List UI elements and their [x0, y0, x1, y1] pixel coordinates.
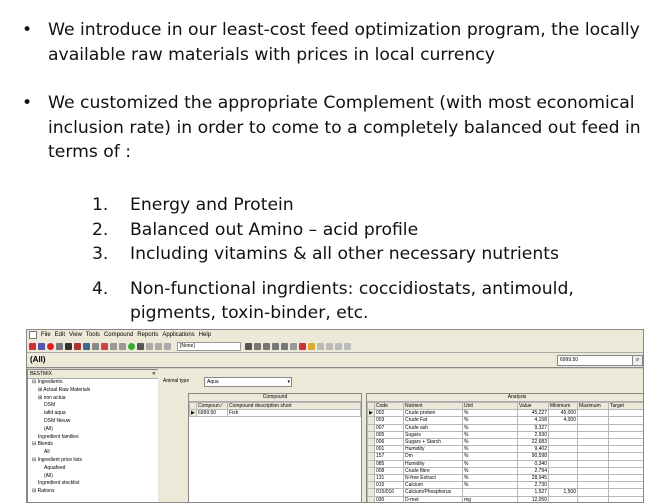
open-icon[interactable] [308, 343, 315, 350]
menu-tools[interactable]: Tools [85, 332, 100, 338]
tree-node[interactable]: Ingredient families [38, 433, 79, 440]
table-cell[interactable]: 9,402 [518, 446, 549, 453]
column-header[interactable]: Maximum [578, 403, 609, 410]
table-cell[interactable]: mg [463, 496, 518, 503]
table-cell[interactable]: N-free Extract [404, 475, 463, 482]
menu-view[interactable]: View [69, 332, 82, 338]
analysis-grid [366, 393, 644, 503]
table-cell[interactable]: Calcium [404, 482, 463, 489]
menu-compound[interactable]: Compound [103, 332, 134, 338]
row-indicator: ▶ [369, 410, 373, 417]
row-indicator [368, 482, 375, 489]
table-cell[interactable]: 007 [375, 424, 404, 431]
numbered-item [92, 242, 652, 267]
table-cell[interactable] [578, 460, 609, 467]
table-cell[interactable] [549, 467, 578, 474]
table-row[interactable] [368, 475, 645, 482]
table-cell[interactable]: % [463, 410, 518, 417]
close-icon[interactable]: ✕ [151, 371, 156, 377]
table-cell[interactable]: 9,327 [518, 424, 549, 431]
column-header[interactable]: Compoun ⁄ [197, 403, 228, 410]
copy-icon[interactable] [146, 343, 153, 350]
window-titlebar [27, 353, 643, 368]
export-icon[interactable] [281, 343, 288, 350]
table-cell[interactable] [578, 475, 609, 482]
analysis-table [367, 402, 644, 503]
table-cell[interactable] [609, 496, 645, 503]
row-indicator [368, 424, 375, 431]
bullet-dot: • [22, 93, 33, 113]
bullet-text: We introduce in our least-cost feed optimization program, the locally available raw materials with prices in local currency [48, 20, 640, 65]
grid-icon[interactable] [110, 343, 117, 350]
row-indicator [368, 446, 375, 453]
table-cell[interactable] [578, 453, 609, 460]
table-cell[interactable] [609, 467, 645, 474]
table-cell[interactable]: Crude ash [404, 424, 463, 431]
nav-last-icon[interactable] [344, 343, 351, 350]
table-cell[interactable] [609, 460, 645, 467]
compound-table [189, 402, 361, 417]
table-cell[interactable]: 4,158 [518, 417, 549, 424]
print-icon[interactable] [263, 343, 270, 350]
tree-node[interactable]: ⊞ non actua [38, 394, 66, 401]
toolbar-select[interactable]: [None] [177, 342, 241, 351]
item-number: 4. [92, 278, 109, 299]
tree-node[interactable]: ⊟ Ingredient price lists [32, 456, 83, 463]
table-cell[interactable]: Sugars + Starch [404, 439, 463, 446]
tree-node[interactable]: All [44, 449, 50, 456]
paste-icon[interactable] [155, 343, 162, 350]
row-indicator [368, 496, 375, 503]
menu-bar [27, 330, 643, 340]
menu-file[interactable]: File [41, 332, 51, 338]
table-cell[interactable]: 006 [375, 439, 404, 446]
tree-header [28, 370, 158, 379]
refresh-icon[interactable] [83, 343, 90, 350]
table-cell[interactable]: 22,683 [518, 439, 549, 446]
table-cell[interactable]: 0,340 [518, 460, 549, 467]
table-cell[interactable]: 003 [375, 417, 404, 424]
table-cell[interactable]: 085 [375, 460, 404, 467]
row-indicator [368, 460, 375, 467]
row-indicator [368, 403, 375, 410]
column-header[interactable]: Target [609, 403, 645, 410]
table-cell[interactable]: % [463, 482, 518, 489]
table-cell[interactable] [609, 424, 645, 431]
table-cell[interactable]: % [463, 467, 518, 474]
table-cell[interactable]: Crude Fat [404, 417, 463, 424]
table-row[interactable] [368, 453, 645, 460]
app-screenshot [26, 329, 644, 503]
item-number: 2. [92, 219, 109, 240]
table-cell[interactable]: 002 [375, 410, 404, 417]
column-header[interactable]: Minimum [549, 403, 578, 410]
rm-icon[interactable] [74, 343, 81, 350]
animal-type-value: Aqua [207, 379, 219, 385]
table-cell[interactable]: 90,598 [518, 453, 549, 460]
item-text: Balanced out Amino – acid profile [130, 219, 419, 240]
table-cell[interactable] [609, 431, 645, 438]
navigation-tree [27, 369, 159, 503]
table-cell[interactable]: 45,227 [518, 410, 549, 417]
stop-icon[interactable] [47, 343, 54, 350]
item-text: Including vitamins & all other necessary nutrients [130, 244, 559, 264]
bullet-item [22, 91, 652, 165]
app-icon [29, 331, 37, 339]
table-cell[interactable] [609, 446, 645, 453]
tree-node[interactable]: ⊟ Blends [32, 441, 53, 448]
column-header[interactable]: Code [375, 403, 404, 410]
table-cell[interactable]: % [463, 439, 518, 446]
table-cell[interactable]: Humidity [404, 460, 463, 467]
table-cell[interactable]: Fish [228, 410, 361, 417]
table-cell[interactable] [609, 475, 645, 482]
table-row[interactable] [368, 467, 645, 474]
table-cell[interactable]: Dm [404, 453, 463, 460]
column-header[interactable]: Nutrient [404, 403, 463, 410]
column-header[interactable]: Unit [463, 403, 518, 410]
chevron-down-icon: ▾ [287, 379, 290, 385]
table-row[interactable] [368, 424, 645, 431]
table-row[interactable] [368, 439, 645, 446]
table-cell[interactable]: % [463, 431, 518, 438]
table-cell[interactable]: 1,527 [518, 489, 549, 496]
table-cell[interactable] [609, 489, 645, 496]
menu-reports[interactable]: Reports [137, 332, 159, 338]
tree-node[interactable]: Ingredient stocklist [38, 480, 80, 487]
item-text: Non-functional ingrdients: coccidiostats, antimould, pigments, toxin-binder, etc. [130, 278, 574, 323]
table-cell[interactable] [578, 410, 609, 417]
table-cell[interactable]: 45,000 [549, 410, 578, 417]
item-number: 1. [92, 195, 109, 215]
tree-node[interactable]: ⊞ Actual Raw Materials [38, 386, 91, 393]
table-cell[interactable]: 1,500 [549, 489, 578, 496]
table-cell[interactable]: % [463, 424, 518, 431]
row-indicator [368, 467, 375, 474]
table-cell[interactable] [549, 431, 578, 438]
pen-icon[interactable] [65, 343, 72, 350]
table-cell[interactable] [609, 482, 645, 489]
row-indicator: ▶ [191, 410, 195, 417]
table-row[interactable] [190, 410, 361, 417]
table-cell[interactable]: 2,794 [518, 467, 549, 474]
binoculars-icon[interactable] [245, 343, 252, 350]
table-cell[interactable] [609, 453, 645, 460]
table-cell[interactable]: Calcium/Phosphorus [404, 489, 463, 496]
tree-node[interactable]: Aquafeed [44, 464, 66, 471]
row-indicator [368, 453, 375, 460]
table-cell[interactable]: 008 [375, 467, 404, 474]
preview-icon[interactable] [272, 343, 279, 350]
row-indicator [368, 439, 375, 446]
table-cell[interactable] [578, 439, 609, 446]
table-cell[interactable] [549, 460, 578, 467]
bullet-dot: • [22, 20, 33, 40]
filter-icon[interactable] [254, 343, 261, 350]
table-row[interactable] [368, 446, 645, 453]
bullet-list [22, 18, 652, 189]
table-cell[interactable] [578, 467, 609, 474]
row-indicator [368, 417, 375, 424]
table-cell[interactable]: 4,000 [549, 417, 578, 424]
search-input[interactable]: 6999.50 [557, 355, 635, 366]
table-cell[interactable] [549, 439, 578, 446]
animal-type-select[interactable] [204, 377, 292, 387]
table-cell[interactable] [549, 482, 578, 489]
table-cell[interactable]: 2,930 [518, 431, 549, 438]
column-header[interactable]: Value [518, 403, 549, 410]
table-row[interactable] [368, 460, 645, 467]
table-cell[interactable] [549, 424, 578, 431]
tree-node[interactable]: DSM Nieuw [44, 417, 71, 424]
table-cell[interactable] [609, 439, 645, 446]
toolbar [27, 340, 643, 353]
numbered-item [92, 277, 652, 326]
compound-grid-header: Compound [189, 394, 361, 402]
table-cell[interactable]: 12,050 [518, 496, 549, 503]
numbered-item [92, 218, 652, 243]
table-cell[interactable]: 131 [375, 475, 404, 482]
tree-node[interactable]: ⊟ Ingredients [32, 379, 63, 385]
table-cell[interactable] [578, 482, 609, 489]
delete-icon[interactable] [299, 343, 306, 350]
item-text: Energy and Protein [130, 195, 294, 215]
table-cell[interactable]: 6999.50 [197, 410, 228, 417]
menu-applications[interactable]: Applications [162, 332, 195, 338]
table-cell[interactable] [578, 446, 609, 453]
compound-grid [188, 393, 362, 503]
table-cell[interactable] [578, 424, 609, 431]
table-cell[interactable]: 157 [375, 453, 404, 460]
table-cell[interactable] [578, 431, 609, 438]
tree-node[interactable]: lafid aqua [44, 410, 66, 417]
tree-node[interactable]: (All) [44, 425, 53, 432]
compound-pane [158, 369, 643, 502]
table-cell[interactable]: D-met [404, 496, 463, 503]
animal-type-label: Animal type [163, 378, 190, 384]
table-row[interactable] [368, 489, 645, 496]
tool-icon[interactable] [92, 343, 99, 350]
table-cell[interactable] [578, 496, 609, 503]
table-cell[interactable]: 015 [375, 482, 404, 489]
table-cell[interactable] [578, 489, 609, 496]
table-cell[interactable]: Crude fibre [404, 467, 463, 474]
table-cell[interactable] [578, 417, 609, 424]
table-row[interactable] [368, 417, 645, 424]
tree-body [28, 379, 158, 496]
nav-first-icon[interactable] [317, 343, 324, 350]
list-icon[interactable] [119, 343, 126, 350]
calc-icon[interactable] [29, 343, 36, 350]
tree-node[interactable]: (All) [44, 472, 53, 479]
table-cell[interactable] [549, 453, 578, 460]
table-cell[interactable] [609, 417, 645, 424]
table-cell[interactable] [549, 496, 578, 503]
nav-next-icon[interactable] [335, 343, 342, 350]
item-number: 3. [92, 244, 109, 264]
tree-node[interactable]: ⊟ Rations [32, 488, 55, 495]
numbered-item [92, 193, 652, 218]
window-title: (All) [30, 355, 46, 364]
table-row[interactable] [368, 496, 645, 503]
table-cell[interactable]: 030 [375, 496, 404, 503]
table-cell[interactable] [609, 410, 645, 417]
go-icon[interactable] [128, 343, 135, 350]
table-row[interactable] [368, 410, 645, 417]
tree-node[interactable]: DSM [44, 402, 56, 409]
table-cell[interactable]: 001 [375, 446, 404, 453]
search-icon[interactable] [56, 343, 63, 350]
table-row[interactable] [368, 431, 645, 438]
table-cell[interactable] [549, 475, 578, 482]
table-cell[interactable]: Sugars [404, 431, 463, 438]
menu-help[interactable]: Help [198, 332, 212, 338]
table-cell[interactable]: 28,945 [518, 475, 549, 482]
row-indicator [368, 489, 375, 496]
table-cell[interactable]: 005 [375, 431, 404, 438]
table-cell[interactable]: % [463, 460, 518, 467]
row-indicator [190, 403, 197, 410]
table-row[interactable] [368, 482, 645, 489]
table-cell[interactable]: % [463, 417, 518, 424]
table-cell[interactable]: 015/016 [375, 489, 404, 496]
bullet-text: We customized the appropriate Complement (with most economical inclusion rate) in order to come to a completely balanced out feed in terms of : [48, 93, 641, 162]
analysis-grid-header: Analysis [367, 394, 644, 402]
table-cell[interactable]: Crude protein [404, 410, 463, 417]
table-cell[interactable]: % [463, 475, 518, 482]
cut-icon[interactable] [164, 343, 171, 350]
chart-icon[interactable] [101, 343, 108, 350]
nav-prev-icon[interactable] [326, 343, 333, 350]
table-cell[interactable] [549, 446, 578, 453]
menu-edit[interactable]: Edit [54, 332, 66, 338]
new-icon[interactable] [290, 343, 297, 350]
save-icon[interactable] [38, 343, 45, 350]
bullet-item [22, 18, 652, 67]
row-indicator [368, 475, 375, 482]
table-cell[interactable]: Humidity [404, 446, 463, 453]
column-header[interactable]: Compound description short [228, 403, 361, 410]
search-icon[interactable]: ⌕ [632, 355, 643, 366]
numbered-list [92, 193, 652, 326]
table-cell[interactable]: % [463, 453, 518, 460]
tool-icon[interactable] [137, 343, 144, 350]
row-indicator [368, 431, 375, 438]
table-cell[interactable]: 2,730 [518, 482, 549, 489]
table-cell[interactable] [463, 489, 518, 496]
tree-title: BESTMIX [30, 371, 52, 377]
table-cell[interactable]: % [463, 446, 518, 453]
